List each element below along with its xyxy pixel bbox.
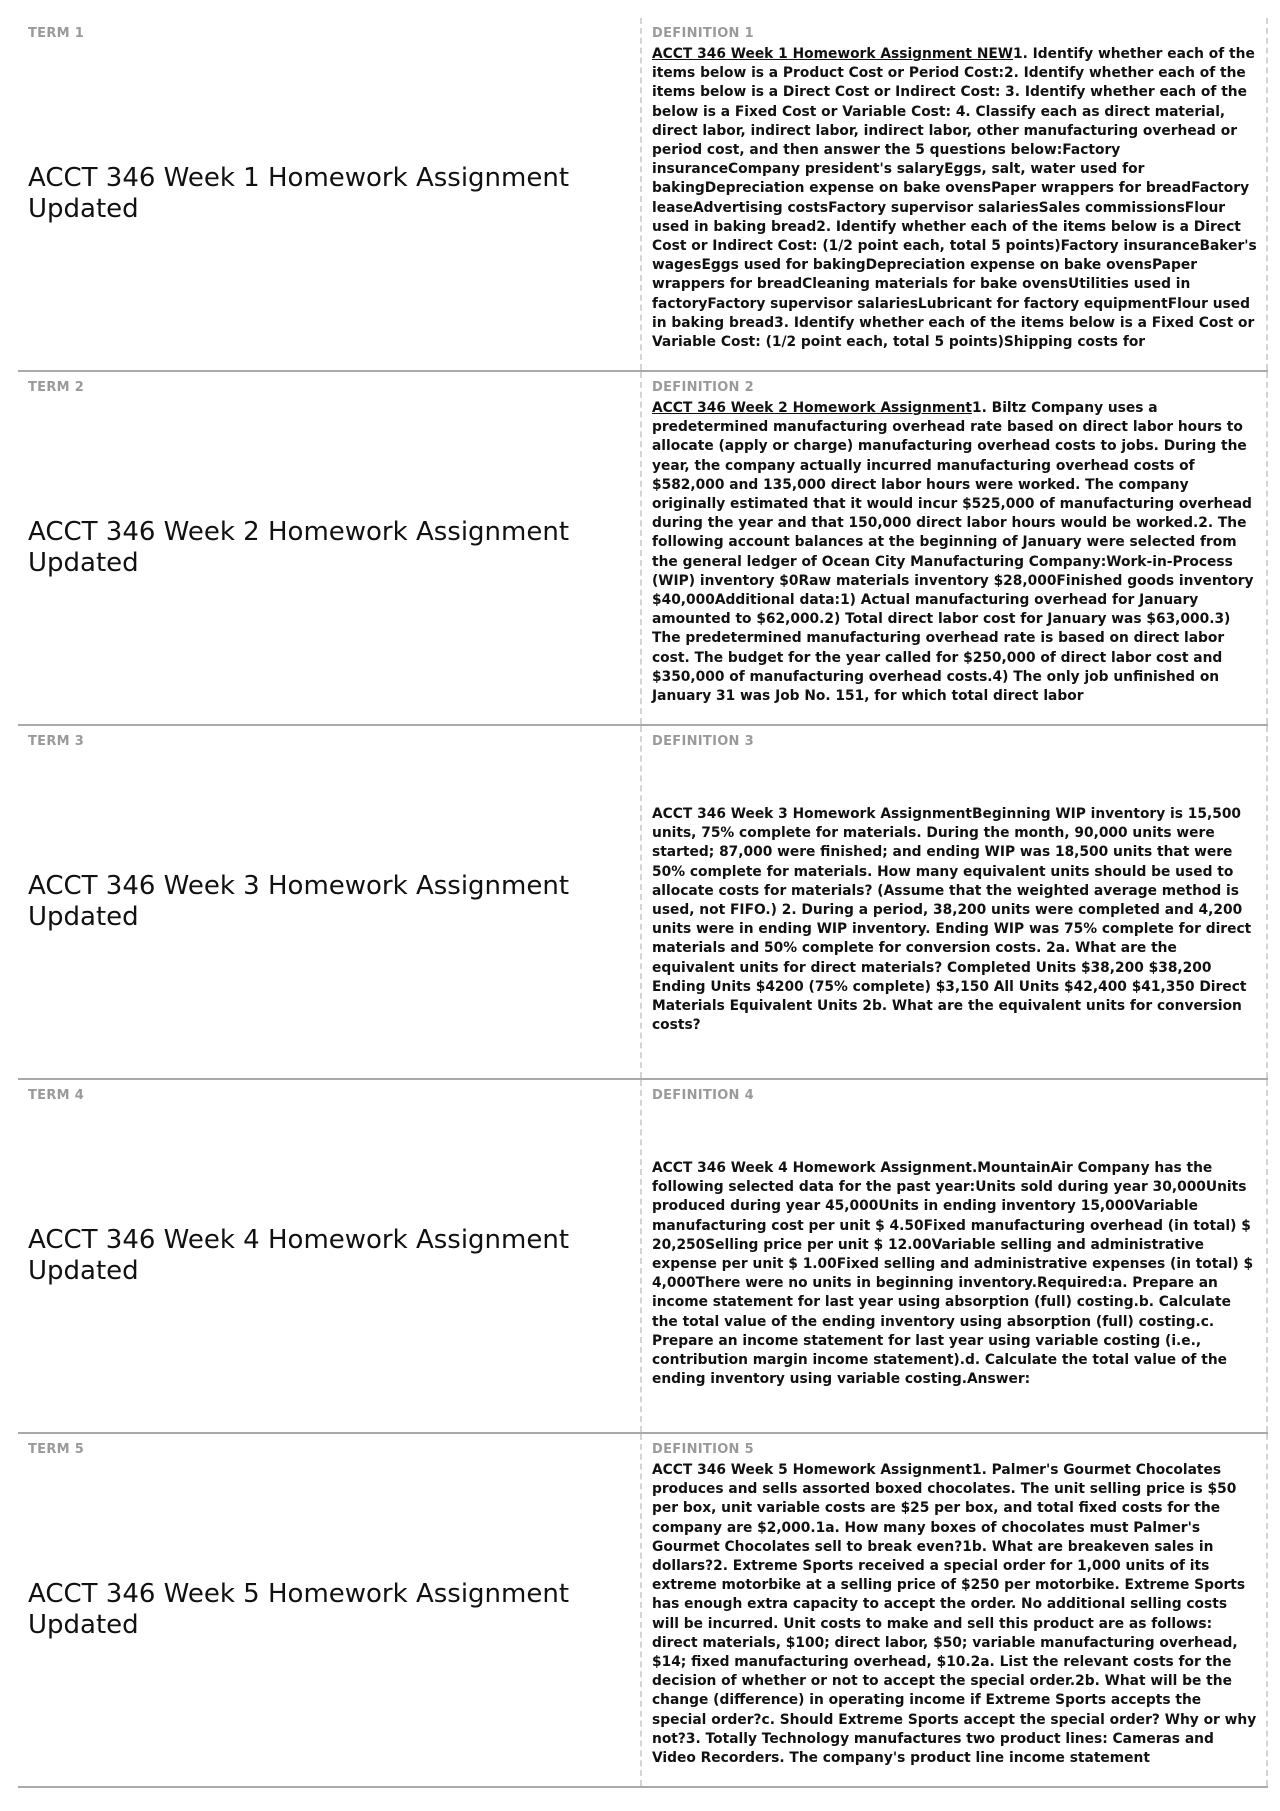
definition-text: [652, 399, 1258, 706]
flashcard-list: [18, 18, 1268, 1788]
definition-label: DEFINITION 3: [652, 734, 754, 749]
flashcard-row: [18, 726, 1268, 1080]
term-cell: [18, 726, 642, 1078]
term-label: TERM 4: [28, 1088, 85, 1103]
term-text: ACCT 346 Week 3 Homework Assignment Updated: [28, 871, 570, 932]
term-cell: [18, 1080, 642, 1432]
definition-body: 1. Identify whether each of the items below is a Product Cost or Period Cost:2. Identify whether each of the items below is a Direct Cost or Indirect Cost: 3. Identify whether each of the below is a Fixed Cost or Variable Cost: 4. Classify each as direct material, direct labor, indirect labor, indirect labor, other manufacturing overhead or period cost, and then answer the 5 questions below:Factory insuranceCompany president's salaryEggs, salt, water used for bakingDepreciation expense on bake ovensPaper wrappers for breadFactory leaseAdvertising costsFactory supervisor salariesSales commissionsFlour used in baking bread2. Identify whether each of the items below is a Direct Cost or Indirect Cost: (1/2 point each, total 5 points)Factory insuranceBaker's wagesEggs used for bakingDepreciation expense on bake ovensPaper wrappers for breadCleaning materials for bake ovensUtilities used in factoryFactory supervisor salariesLubricant for factory equipmentFlour used in baking bread3. Identify whether each of the items below is a Fixed Cost or Variable Cost: (1/2 point each, total 5 points)Shipping costs for: [652, 46, 1257, 351]
definition-cell: [642, 726, 1268, 1078]
definition-text: ACCT 346 Week 3 Homework AssignmentBeginning WIP inventory is 15,500 units, 75% complete for materials. During the month, 90,000 units were started; 87,000 were finished; and ending WIP was 18,500 units that were 50% complete for materials. How many equivalent units should be used to allocate costs for materials? (Assume that the weighted average method is used, not FIFO.) 2. During a period, 38,200 units were completed and 4,200 units were in ending WIP inventory. Ending WIP was 75% complete for direct materials and 50% complete for conversion costs. 2a. What are the equivalent units for direct materials? Completed Units $38,200 $38,200 Ending Units $4200 (75% complete) $3,150 All Units $42,400 $41,350 Direct Materials Equivalent Units 2b. What are the equivalent units for conversion costs?: [652, 806, 1252, 1034]
definition-link[interactable]: ACCT 346 Week 2 Homework Assignment: [652, 400, 973, 416]
flashcard-row: [18, 1080, 1268, 1434]
term-cell: [18, 372, 642, 724]
definition-text: ACCT 346 Week 5 Homework Assignment1. Palmer's Gourmet Chocolates produces and sells assorted boxed chocolates. The unit selling price is $50 per box, unit variable costs are $25 per box, and total fixed costs for the company are $2,000.1a. How many boxes of chocolates must Palmer's Gourmet Chocolates sell to break even?1b. What are breakeven sales in dollars?2. Extreme Sports received a special order for 1,000 units of its extreme motorbike at a selling price of $250 per motorbike. Extreme Sports has enough extra capacity to accept the order. No additional selling costs will be incurred. Unit costs to make and sell this product are as follows: direct materials, $100; direct labor, $50; variable manufacturing overhead, $14; fixed manufacturing overhead, $10.2a. List the relevant costs for the decision of whether or not to accept the special order.2b. What will be the change (difference) in operating income if Extreme Sports accepts the special order?c. Should Extreme Sports accept the special order? Why or why not?3. Totally Technology manufactures two product lines: Cameras and Video Recorders. The company's product line income statement: [652, 1462, 1257, 1767]
flashcard-row: [18, 372, 1268, 726]
definition-label: DEFINITION 4: [652, 1088, 754, 1103]
definition-cell: [642, 1080, 1268, 1432]
flashcard-row: [18, 1434, 1268, 1788]
term-cell: [18, 18, 642, 370]
term-label: TERM 1: [28, 26, 85, 41]
term-label: TERM 5: [28, 1442, 85, 1457]
term-label: TERM 3: [28, 734, 85, 749]
term-text: ACCT 346 Week 1 Homework Assignment Updated: [28, 163, 570, 224]
definition-text: [652, 45, 1258, 352]
definition-text: ACCT 346 Week 4 Homework Assignment.MountainAir Company has the following selected data for the past year:Units sold during year 30,000Units produced during year 45,000Units in ending inventory 15,000Variable manufacturing cost per unit $ 4.50Fixed manufacturing overhead (in total) $ 20,250Selling price per unit $ 12.00Variable selling and administrative expense per unit $ 1.00Fixed selling and administrative expenses (in total) $ 4,000There were no units in beginning inventory.Required:a. Prepare an income statement for last year using absorption (full) costing.b. Calculate the total value of the ending inventory using absorption (full) costing.c. Prepare an income statement for last year using variable costing (i.e., contribution margin income statement).d. Calculate the total value of the ending inventory using variable costing.Answer:: [652, 1160, 1254, 1388]
definition-body: 1. Biltz Company uses a predetermined manufacturing overhead rate based on direct labor hours to allocate (apply or charge) manufacturing overhead costs to jobs. During the year, the company actually incurred manufacturing overhead costs of $582,000 and 135,000 direct labor hours were worked. The company originally estimated that it would incur $525,000 of manufacturing overhead during the year and that 150,000 direct labor hours would be worked.2. The following account balances at the beginning of January were selected from the general ledger of Ocean City Manufacturing Company:Work-in-Process (WIP) inventory $0Raw materials inventory $28,000Finished goods inventory $40,000Additional data:1) Actual manufacturing overhead for January amounted to $62,000.2) Total direct labor cost for January was $63,000.3) The predetermined manufacturing overhead rate is based on direct labor cost. The budget for the year called for $250,000 of direct labor cost and $350,000 of manufacturing overhead costs.4) The only job unfinished on January 31 was Job No. 151, for which total direct labor: [652, 400, 1254, 705]
definition-cell: [642, 18, 1268, 370]
term-text: ACCT 346 Week 2 Homework Assignment Updated: [28, 517, 570, 578]
definition-label: DEFINITION 1: [652, 26, 754, 41]
definition-label: DEFINITION 2: [652, 380, 754, 395]
definition-cell: [642, 372, 1268, 724]
term-text: ACCT 346 Week 5 Homework Assignment Updated: [28, 1579, 570, 1640]
term-cell: [18, 1434, 642, 1786]
term-label: TERM 2: [28, 380, 85, 395]
definition-link[interactable]: ACCT 346 Week 1 Homework Assignment NEW: [652, 46, 1014, 62]
definition-label: DEFINITION 5: [652, 1442, 754, 1457]
definition-cell: [642, 1434, 1268, 1786]
term-text: ACCT 346 Week 4 Homework Assignment Updated: [28, 1225, 570, 1286]
flashcard-row: [18, 18, 1268, 372]
